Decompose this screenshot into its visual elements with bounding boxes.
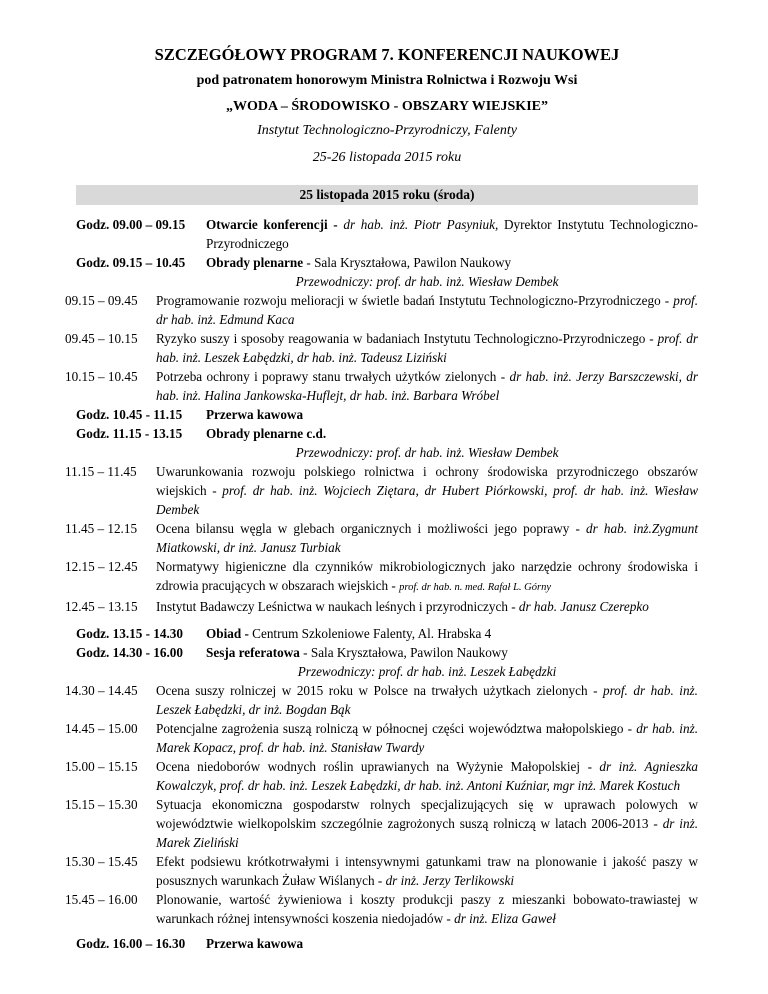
- talk-authors: - dr hab. inż. Marek Kopacz, prof. dr hab. inż. Stanisław Twardy: [156, 721, 698, 755]
- document-title: SZCZEGÓŁOWY PROGRAM 7. KONFERENCJI NAUKOWEJ: [154, 45, 620, 64]
- slot-time: Godz. 11.15 - 13.15: [76, 426, 183, 441]
- slot-label: Otwarcie konferencji -: [206, 217, 338, 232]
- talk-title: Potencjalne zagrożenia suszą rolniczą w północnej części województwa małopolskiego: [156, 721, 624, 736]
- conference-name: „WODA – ŚRODOWISKO - OBSZARY WIEJSKIE”: [226, 99, 548, 114]
- talk-item: [65, 519, 698, 557]
- talk-item: [65, 557, 698, 597]
- talk-title: Plonowanie, wartość żywieniowa i koszty produkcji paszy z mieszanki bobowato-trawiastej w warunkach różnej intensywności koszenia niedojadów -: [156, 892, 698, 926]
- talk-item: [65, 291, 698, 329]
- slot-label: Sesja referatowa: [206, 645, 300, 660]
- talk-authors: dr hab. Janusz Czerepko: [518, 599, 649, 614]
- talk-authors: prof. dr hab. inż. Wojciech Ziętara, dr Hubert Piórkowski, prof. dr hab. inż. Wiesław Dembek: [156, 483, 698, 517]
- institute-line: Instytut Technologiczno-Przyrodniczy, Falenty: [257, 123, 517, 138]
- patronage-line: pod patronatem honorowym Ministra Rolnictwa i Rozwoju Wsi: [196, 73, 578, 88]
- slot-author: dr hab. inż. Piotr Pasyniuk,: [343, 217, 499, 232]
- slot-place: Centrum Szkoleniowe Falenty, Al. Hrabska 4: [252, 626, 492, 641]
- talk-title: Ocena niedoborów wodnych roślin uprawianych na Wyżynie Małopolskiej: [156, 759, 581, 774]
- talk-time: 09.45 – 10.15: [65, 331, 138, 346]
- talk-title: Normatywy higieniczne dla czynników mikrobiologicznych jako narzędzie ochrony środowiska i zdrowia pracujących w obszarach wiejskich -: [156, 559, 698, 593]
- slot-label: Obrady plenarne c.d.: [206, 426, 327, 441]
- slot-content: [206, 253, 698, 272]
- talk-time: 15.00 – 15.15: [65, 759, 138, 774]
- talk-time: 15.15 – 15.30: [65, 797, 138, 812]
- session-chair: Przewodniczy: prof. dr hab. inż. Wiesław Dembek: [295, 445, 559, 460]
- talk-body: [156, 852, 698, 890]
- talk-authors: prof. dr hab. n. med. Rafał L. Górny: [399, 582, 552, 593]
- slot-time: Godz. 09.15 – 10.45: [76, 255, 186, 270]
- conference-dates: 25-26 listopada 2015 roku: [312, 150, 462, 165]
- talk-authors: - prof. dr hab. inż. Leszek Łabędzki, dr inż. Bogdan Bąk: [156, 683, 698, 717]
- talk-title: Efekt podsiewu krótkotrwałymi i intensywnymi gatunkami traw na plonowanie i jakość paszy w posusznych warunkach Żuław Wiślanych -: [156, 854, 698, 888]
- talk-authors: - dr inż. Agnieszka Kowalczyk, prof. dr hab. inż. Leszek Łabędzki, dr hab. inż. Antoni Kuźniar, mgr inż. Marek Kostuch: [156, 759, 699, 793]
- talk-body: [156, 519, 698, 557]
- talk-title: Ryzyko suszy i sposoby reagowania w badaniach Instytutu Technologiczno-Przyrodniczego: [156, 331, 646, 346]
- schedule-row-coffee-break: [76, 934, 698, 953]
- slot-time: Godz. 13.15 - 14.30: [76, 626, 183, 641]
- slot-time: Godz. 14.30 - 16.00: [76, 645, 183, 660]
- slot-label: Przerwa kawowa: [206, 407, 304, 422]
- spacer: [76, 616, 698, 624]
- talk-time: 10.15 – 10.45: [65, 369, 138, 384]
- talk-item: [65, 852, 698, 890]
- talk-body: [156, 367, 698, 405]
- slot-content: [206, 424, 698, 443]
- talk-body: [156, 757, 698, 795]
- talk-title: Ocena bilansu węgla w glebach organicznych i możliwości jego poprawy: [156, 521, 570, 536]
- session-chair: Przewodniczy: prof. dr hab. inż. Leszek Łabędzki: [297, 664, 557, 679]
- talk-title: Programowanie rozwoju melioracji w świetle badań Instytutu Technologiczno-Przyrodniczego -: [156, 293, 670, 308]
- slot-place: - Sala Kryształowa, Pawilon Naukowy: [303, 645, 508, 660]
- talk-body: [156, 795, 698, 852]
- talk-authors: prof. dr hab. inż. Edmund Kaca: [156, 293, 699, 327]
- slot-label: Przerwa kawowa: [206, 936, 304, 951]
- slot-time: Godz. 10.45 - 11.15: [76, 407, 183, 422]
- schedule-row-plenary-continued: [76, 424, 698, 443]
- day-header: 25 listopada 2015 roku (środa): [76, 185, 698, 205]
- slot-place: - Sala Kryształowa, Pawilon Naukowy: [306, 255, 512, 270]
- talk-time: 09.15 – 09.45: [65, 293, 138, 308]
- talk-body: [156, 719, 698, 757]
- talk-item: [65, 367, 698, 405]
- talk-title: Ocena suszy rolniczej w 2015 roku w Polsce na trwałych użytkach zielonych: [156, 683, 588, 698]
- slot-content: [206, 405, 698, 424]
- talk-title: Instytut Badawczy Leśnictwa w naukach leśnych i przyrodniczych -: [156, 599, 516, 614]
- slot-time: Godz. 09.00 – 09.15: [76, 217, 186, 232]
- slot-content: [206, 643, 698, 662]
- talk-time: 11.45 – 12.15: [65, 521, 138, 536]
- talk-item: [65, 757, 698, 795]
- slot-label: Obrady plenarne: [206, 255, 304, 270]
- talk-time: 12.45 – 13.15: [65, 599, 138, 614]
- talk-time: 14.30 – 14.45: [65, 683, 138, 698]
- talk-time: 14.45 – 15.00: [65, 721, 138, 736]
- talk-time: 11.15 – 11.45: [65, 464, 137, 479]
- talk-title: Uwarunkowania rozwoju polskiego rolnictwa i ochrony środowiska przyrodniczego obszarów wiejskich -: [156, 464, 698, 498]
- schedule-row-opening: [76, 215, 698, 253]
- talk-time: 15.45 – 16.00: [65, 892, 138, 907]
- talk-item: [65, 597, 698, 616]
- slot-content: [206, 624, 698, 643]
- talk-authors: dr inż. Eliza Gaweł: [454, 911, 556, 926]
- schedule-row-coffee-break: [76, 405, 698, 424]
- talk-title: Potrzeba ochrony i poprawy stanu trwałych użytków zielonych -: [156, 369, 506, 384]
- schedule-row-lunch: [76, 624, 698, 643]
- talk-authors: dr inż. Jerzy Terlikowski: [385, 873, 515, 888]
- talk-authors: dr inż. Marek Zieliński: [156, 816, 698, 850]
- talk-authors: dr hab. inż. Jerzy Barszczewski, dr hab. inż. Halina Jankowska-Huflejt, dr hab. inż. Barbara Wróbel: [156, 369, 699, 403]
- slot-time: Godz. 16.00 – 16.30: [76, 936, 186, 951]
- slot-rest: Dyrektor Instytutu Technologiczno-Przyrodniczego: [206, 217, 698, 251]
- session-chair: Przewodniczy: prof. dr hab. inż. Wiesław Dembek: [295, 274, 559, 289]
- program-page: [65, 30, 699, 953]
- talk-item: [65, 329, 698, 367]
- talk-authors: - dr hab. inż.Zygmunt Miatkowski, dr inż. Janusz Turbiak: [156, 521, 698, 555]
- talk-item: [65, 681, 698, 719]
- talk-body: [156, 890, 698, 928]
- schedule: [65, 215, 699, 953]
- schedule-row-paper-session: [76, 643, 698, 662]
- talk-time: 15.30 – 15.45: [65, 854, 138, 869]
- talk-item: [65, 890, 698, 928]
- talk-body: [156, 462, 698, 519]
- schedule-row-plenary: [76, 253, 698, 272]
- talk-time: 12.15 – 12.45: [65, 559, 138, 574]
- slot-content: [206, 934, 698, 953]
- slot-label: Obiad -: [206, 626, 249, 641]
- talk-body: [156, 329, 698, 367]
- talk-item: [65, 719, 698, 757]
- talk-item: [65, 795, 698, 852]
- talk-authors: - prof. dr hab. inż. Leszek Łabędzki, dr hab. inż. Tadeusz Liziński: [156, 331, 698, 365]
- talk-body: [156, 597, 698, 616]
- talk-body: [156, 557, 698, 597]
- talk-body: [156, 681, 698, 719]
- slot-content: [206, 215, 698, 253]
- talk-title: Sytuacja ekonomiczna gospodarstw rolnych specjalizujących się w uprawach polowych w województwie wielkopolskim szczególnie zagrożonych suszą rolniczą w latach 2006-2013 -: [156, 797, 698, 831]
- talk-body: [156, 291, 698, 329]
- talk-item: [65, 462, 698, 519]
